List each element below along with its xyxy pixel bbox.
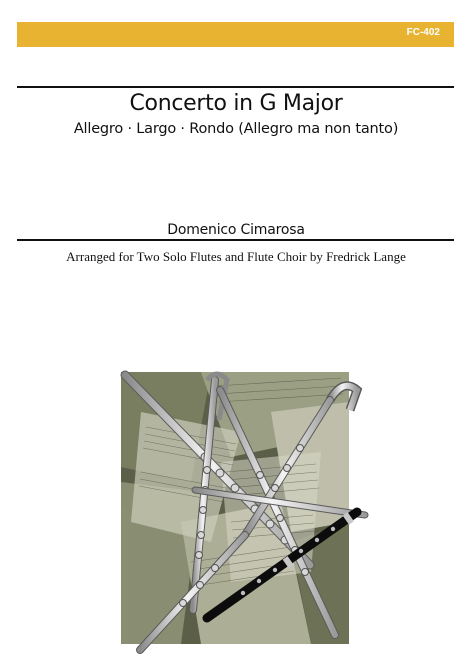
arrangement-credit: Arranged for Two Solo Flutes and Flute Choir by Fredrick Lange — [66, 249, 406, 264]
movements-subtitle: Allegro · Largo · Rondo (Allegro ma non tanto) — [73, 121, 399, 137]
piece-title: Concerto in G Major — [129, 91, 343, 116]
catalog-number: FC-402 — [406, 27, 440, 38]
header-banner — [17, 22, 454, 47]
composer-rule — [17, 239, 454, 241]
flutes-illustration — [95, 350, 375, 660]
top-rule — [17, 86, 454, 88]
composer-name: Domenico Cimarosa — [167, 222, 305, 238]
